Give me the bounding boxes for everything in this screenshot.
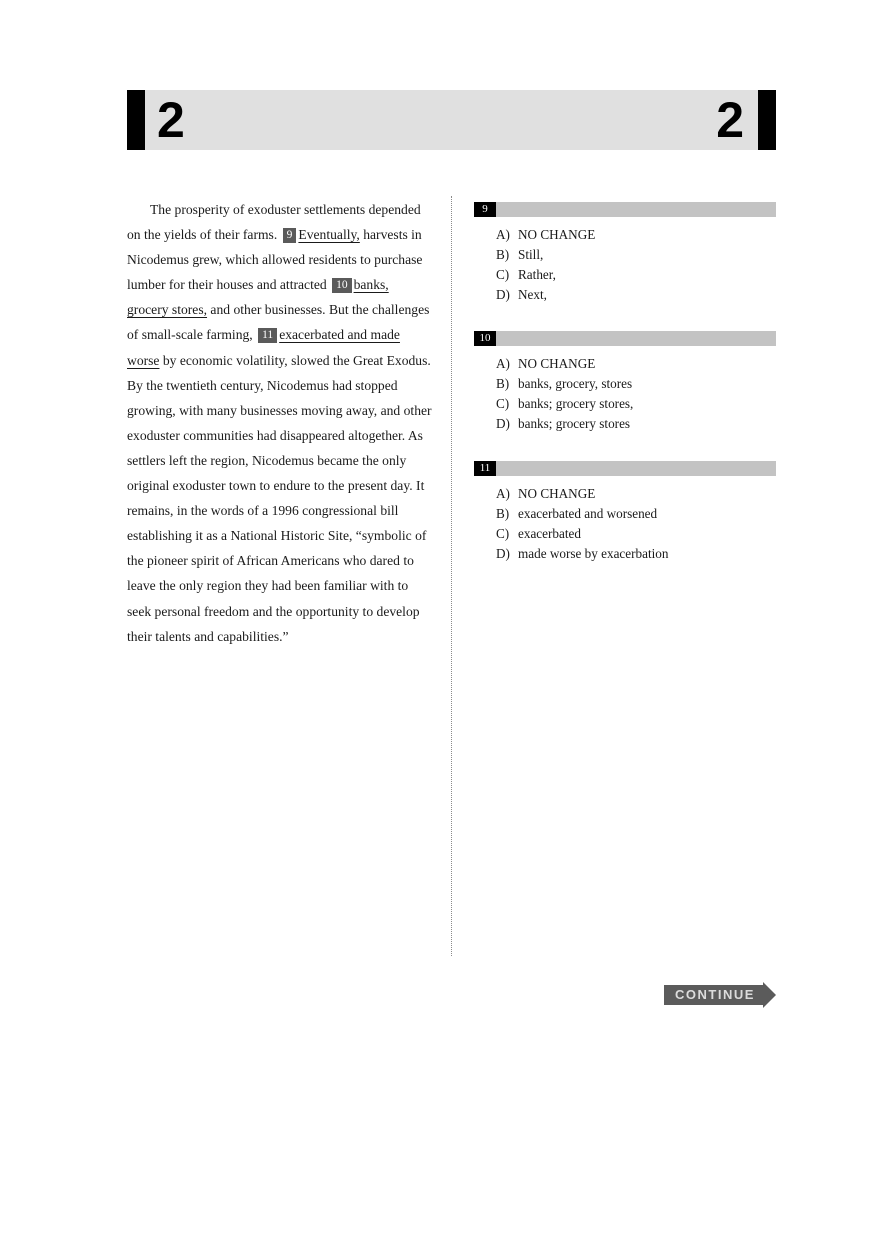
option-letter: B) xyxy=(496,247,510,262)
answer-option[interactable] xyxy=(496,285,776,305)
question-10 xyxy=(474,331,776,434)
answer-options xyxy=(496,484,776,564)
continue-button[interactable] xyxy=(664,982,777,1008)
answer-options xyxy=(496,225,776,305)
option-text: exacerbated and worsened xyxy=(518,506,658,521)
answer-option[interactable] xyxy=(496,394,776,414)
header-block-left xyxy=(127,90,145,150)
answer-option[interactable] xyxy=(496,225,776,245)
question-marker-9[interactable]: 9 xyxy=(283,228,297,243)
answer-options xyxy=(496,354,776,434)
answer-option[interactable] xyxy=(496,374,776,394)
question-bar xyxy=(474,331,776,346)
answer-option[interactable] xyxy=(496,484,776,504)
section-number-left: 2 xyxy=(157,92,185,148)
answer-option[interactable] xyxy=(496,245,776,265)
option-letter: A) xyxy=(496,486,510,501)
option-letter: B) xyxy=(496,506,510,521)
option-text: NO CHANGE xyxy=(518,227,596,242)
option-text: banks, grocery, stores xyxy=(518,376,633,391)
underlined-phrase-11[interactable]: exacerbated and made worse xyxy=(127,327,400,368)
question-bar xyxy=(474,461,776,476)
answer-option[interactable] xyxy=(496,414,776,434)
column-divider xyxy=(451,196,452,956)
answer-option[interactable] xyxy=(496,544,776,564)
option-letter: D) xyxy=(496,416,510,431)
passage-paragraph xyxy=(127,197,432,649)
question-marker-10[interactable]: 10 xyxy=(332,278,352,293)
answer-option[interactable] xyxy=(496,524,776,544)
header-block-right xyxy=(758,90,776,150)
option-text: banks; grocery stores, xyxy=(518,396,634,411)
option-text: made worse by exacerbation xyxy=(518,546,669,561)
section-header xyxy=(127,90,776,150)
passage-text: by economic volatility, slowed the Great Exodus. By the twentieth century, Nicodemus had stopped growing, with many businesses moving away, and other exoduster communities had disappeared altogether. As settlers left the region, Nicodemus became the only original exoduster town to endure to the present day. It remains, in the words of a 1996 congressional bill establishing it as a National Historic Site, “symbolic of the pioneer spirit of African Americans who dared to leave the only region they had been familiar with to seek personal freedom and the opportunity to develop their talents and capabilities.” xyxy=(127,352,432,644)
option-letter: B) xyxy=(496,376,510,391)
section-number-right: 2 xyxy=(716,92,744,148)
continue-label: CONTINUE xyxy=(675,987,755,1002)
option-text: Rather, xyxy=(518,267,556,282)
answer-option[interactable] xyxy=(496,265,776,285)
option-letter: D) xyxy=(496,287,510,302)
option-text: NO CHANGE xyxy=(518,356,596,371)
option-text: exacerbated xyxy=(518,526,581,541)
option-letter: C) xyxy=(496,526,510,541)
question-bar xyxy=(474,202,776,217)
underlined-phrase-9[interactable]: Eventually, xyxy=(298,227,360,243)
underlined-phrase-10[interactable]: banks, grocery stores, xyxy=(127,277,389,318)
option-text: Next, xyxy=(518,287,547,302)
option-letter: A) xyxy=(496,227,510,242)
answer-option[interactable] xyxy=(496,504,776,524)
option-letter: A) xyxy=(496,356,510,371)
question-marker-11[interactable]: 11 xyxy=(258,328,277,343)
passage-text: The prosperity of exoduster settlements depended on the yields of their farms. xyxy=(127,202,421,243)
option-text: NO CHANGE xyxy=(518,486,596,501)
option-letter: C) xyxy=(496,396,510,411)
question-9 xyxy=(474,202,776,305)
passage-text: and other businesses. But the challenges of small-scale farming, xyxy=(127,302,430,343)
question-number: 11 xyxy=(474,461,496,476)
option-letter: D) xyxy=(496,546,510,561)
question-11 xyxy=(474,461,776,564)
option-text: Still, xyxy=(518,247,544,262)
answer-option[interactable] xyxy=(496,354,776,374)
passage-text: harvests in Nicodemus grew, which allowed residents to purchase lumber for their houses and attracted xyxy=(127,227,423,293)
option-letter: C) xyxy=(496,267,510,282)
question-number: 10 xyxy=(474,331,496,346)
question-number: 9 xyxy=(474,202,496,217)
reading-passage xyxy=(127,197,432,649)
option-text: banks; grocery stores xyxy=(518,416,631,431)
